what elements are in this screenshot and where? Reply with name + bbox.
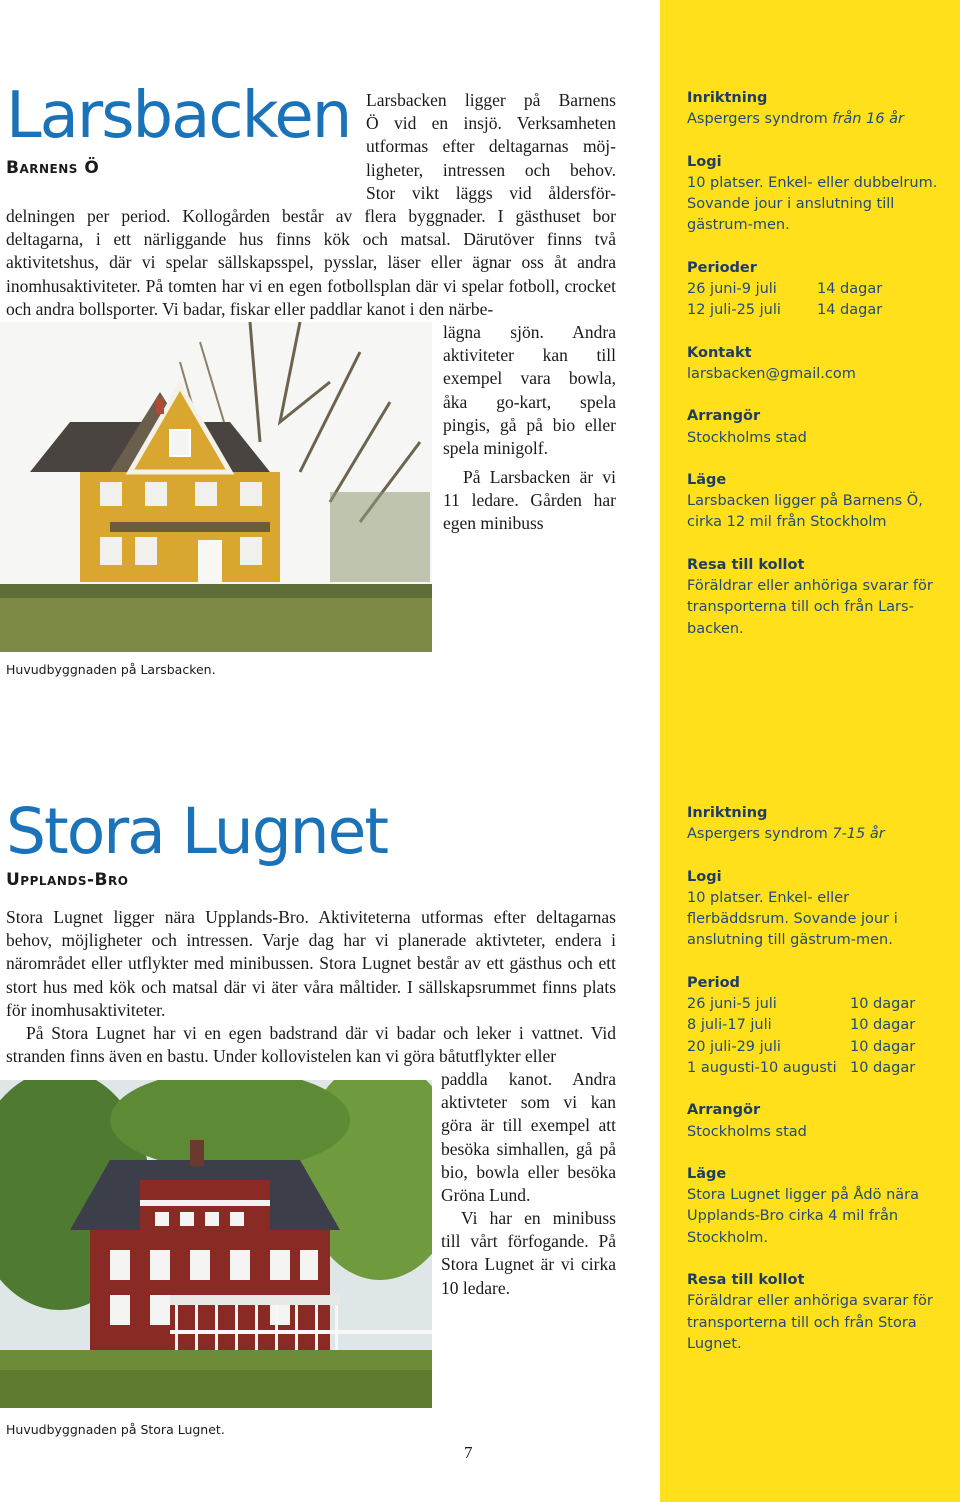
info-perioder <box>687 258 955 322</box>
info-inriktning <box>687 88 955 131</box>
info-value: Aspergers syndrom från 16 år <box>687 111 905 128</box>
intro-line: ligheter, intressen och behov. <box>366 159 616 180</box>
info-value: 10 platser. Enkel- eller flerbäddsrum. Sovande jour i anslutning till gästrum-men. <box>687 889 898 949</box>
info-logi <box>687 867 955 952</box>
page-number: 7 <box>464 1443 473 1462</box>
info-resa <box>687 1270 955 1355</box>
info-label: Resa till kollot <box>687 1272 805 1289</box>
period-row: 8 juli-17 juli 10 dagar <box>687 1017 916 1034</box>
larsbacken-caption: Huvudbyggnaden på Larsbacken. <box>6 662 216 677</box>
info-label: Inriktning <box>687 805 768 821</box>
stora-lugnet-paragraph-2: På Stora Lugnet har vi en egen badstrand där vi badar och leker i vattnet. Vid stranden finns även en bastu. Under kollovistelen kan vi göra båtutflykter eller <box>6 1023 616 1067</box>
stora-lugnet-side-text-1: paddla kanot. Andra aktivteter som vi kan göra är till exempel att besöka simhallen, gå på bio, bowla eller besöka Gröna Lund. <box>441 1069 616 1206</box>
larsbacken-intro <box>366 89 616 205</box>
info-label: Resa till kollot <box>687 556 805 573</box>
period-row: 26 juni-9 juli 14 dagar <box>687 281 883 298</box>
info-resa <box>687 555 955 640</box>
larsbacken-title: Larsbacken <box>6 79 351 153</box>
larsbacken-subtitle: Barnens Ö <box>6 158 100 178</box>
larsbacken-info <box>687 88 955 661</box>
larsbacken-side-text-1: lägna sjön. Andra aktiviteter kan till exempel vara bowla, åka go-kart, spela pingis, gå på bio eller spela minigolf. <box>443 322 616 459</box>
period-row: 20 juli-29 juli 10 dagar <box>687 1038 916 1055</box>
info-value: Stora Lugnet ligger på Ådö nära Upplands-Bro cirka 4 mil från Stockholm. <box>687 1187 920 1246</box>
stora-lugnet-photo <box>0 1080 432 1408</box>
larsbacken-side-text-2: På Larsbacken är vi 11 ledare. Gården har egen minibuss <box>443 467 616 534</box>
info-period <box>687 973 955 1079</box>
period-row: 12 juli-25 juli 14 dagar <box>687 302 883 319</box>
info-value: 10 platser. Enkel- eller dubbelrum. Sovande jour i anslutning till gästrum-men. <box>687 174 938 234</box>
info-label: Period <box>687 974 740 991</box>
intro-line: Stor vikt läggs vid åldersför- <box>366 182 616 203</box>
info-arrangor <box>687 1100 955 1143</box>
info-value: Larsbacken ligger på Barnens Ö, cirka 12 mil från Stockholm <box>687 493 923 531</box>
period-row: 26 juni-5 juli 10 dagar <box>687 996 916 1013</box>
info-label: Logi <box>687 153 722 170</box>
stora-lugnet-info <box>687 803 955 1376</box>
info-value: Aspergers syndrom 7-15 år <box>687 826 885 843</box>
larsbacken-photo <box>0 322 432 652</box>
info-lage <box>687 470 955 534</box>
info-label: Logi <box>687 868 722 885</box>
info-label: Inriktning <box>687 90 768 106</box>
info-label: Kontakt <box>687 344 752 361</box>
period-row: 1 augusti-10 augusti 10 dagar <box>687 1059 916 1076</box>
stora-lugnet-title: Stora Lugnet <box>6 795 388 868</box>
info-value: Föräldrar eller anhöriga svarar för transporterna till och från Stora Lugnet. <box>687 1293 933 1352</box>
stora-lugnet-side-text-2: Vi har en minibuss till vårt förfogande. På Stora Lugnet är vi cirka 10 ledare. <box>441 1208 616 1298</box>
info-value: Föräldrar eller anhöriga svarar för transporterna till och från Lars-backen. <box>687 578 933 637</box>
stora-lugnet-paragraph-1: Stora Lugnet ligger nära Upplands-Bro. Aktiviteterna utformas efter deltagarnas behov, möjligheter och intressen. Varje dag har vi planerade aktivteter, endera i närområdet eller utflykter med minibussen. Stora Lugnet består av ett gästhus och ett stort hus med kök och matsal där vi äter våra måltider. I sällskapsrummet finns plats för inomhusaktiviteter. <box>6 907 616 1020</box>
info-label: Arrangör <box>687 1102 761 1119</box>
info-arrangor <box>687 406 955 449</box>
intro-line: utformas efter deltagarnas möj- <box>366 136 616 157</box>
intro-line: Larsbacken ligger på Barnens <box>366 90 616 110</box>
info-label: Arrangör <box>687 408 761 425</box>
intro-line: Ö vid en insjö. Verksamheten <box>366 113 616 134</box>
info-value: Stockholms stad <box>687 1123 807 1140</box>
info-kontakt <box>687 343 955 386</box>
stora-lugnet-text <box>6 906 616 1068</box>
stora-lugnet-caption: Huvudbyggnaden på Stora Lugnet. <box>6 1422 225 1437</box>
info-value: Stockholms stad <box>687 429 807 446</box>
info-label: Läge <box>687 471 727 488</box>
contact-email-link[interactable]: larsbacken@gmail.com <box>687 365 856 382</box>
info-label: Läge <box>687 1165 727 1182</box>
info-logi <box>687 152 955 237</box>
info-inriktning <box>687 803 955 846</box>
larsbacken-paragraph: delningen per period. Kollogården består av flera byggnader. I gästhuset bor deltagarna, i ett närliggande hus finns kök och matsal. Därutöver finns två aktivitetshus, där vi spelar sällskapsspel, pysslar, läser eller ägnar oss åt andra inomhusaktiviteter. På tomten har vi en egen fotbollsplan där vi spelar fotboll, crocket och andra bollsporter. Vi badar, fiskar eller paddlar kanot i den närbe- <box>6 206 616 319</box>
info-label: Perioder <box>687 259 757 276</box>
info-lage <box>687 1164 955 1249</box>
stora-lugnet-subtitle: Upplands-Bro <box>6 870 129 890</box>
